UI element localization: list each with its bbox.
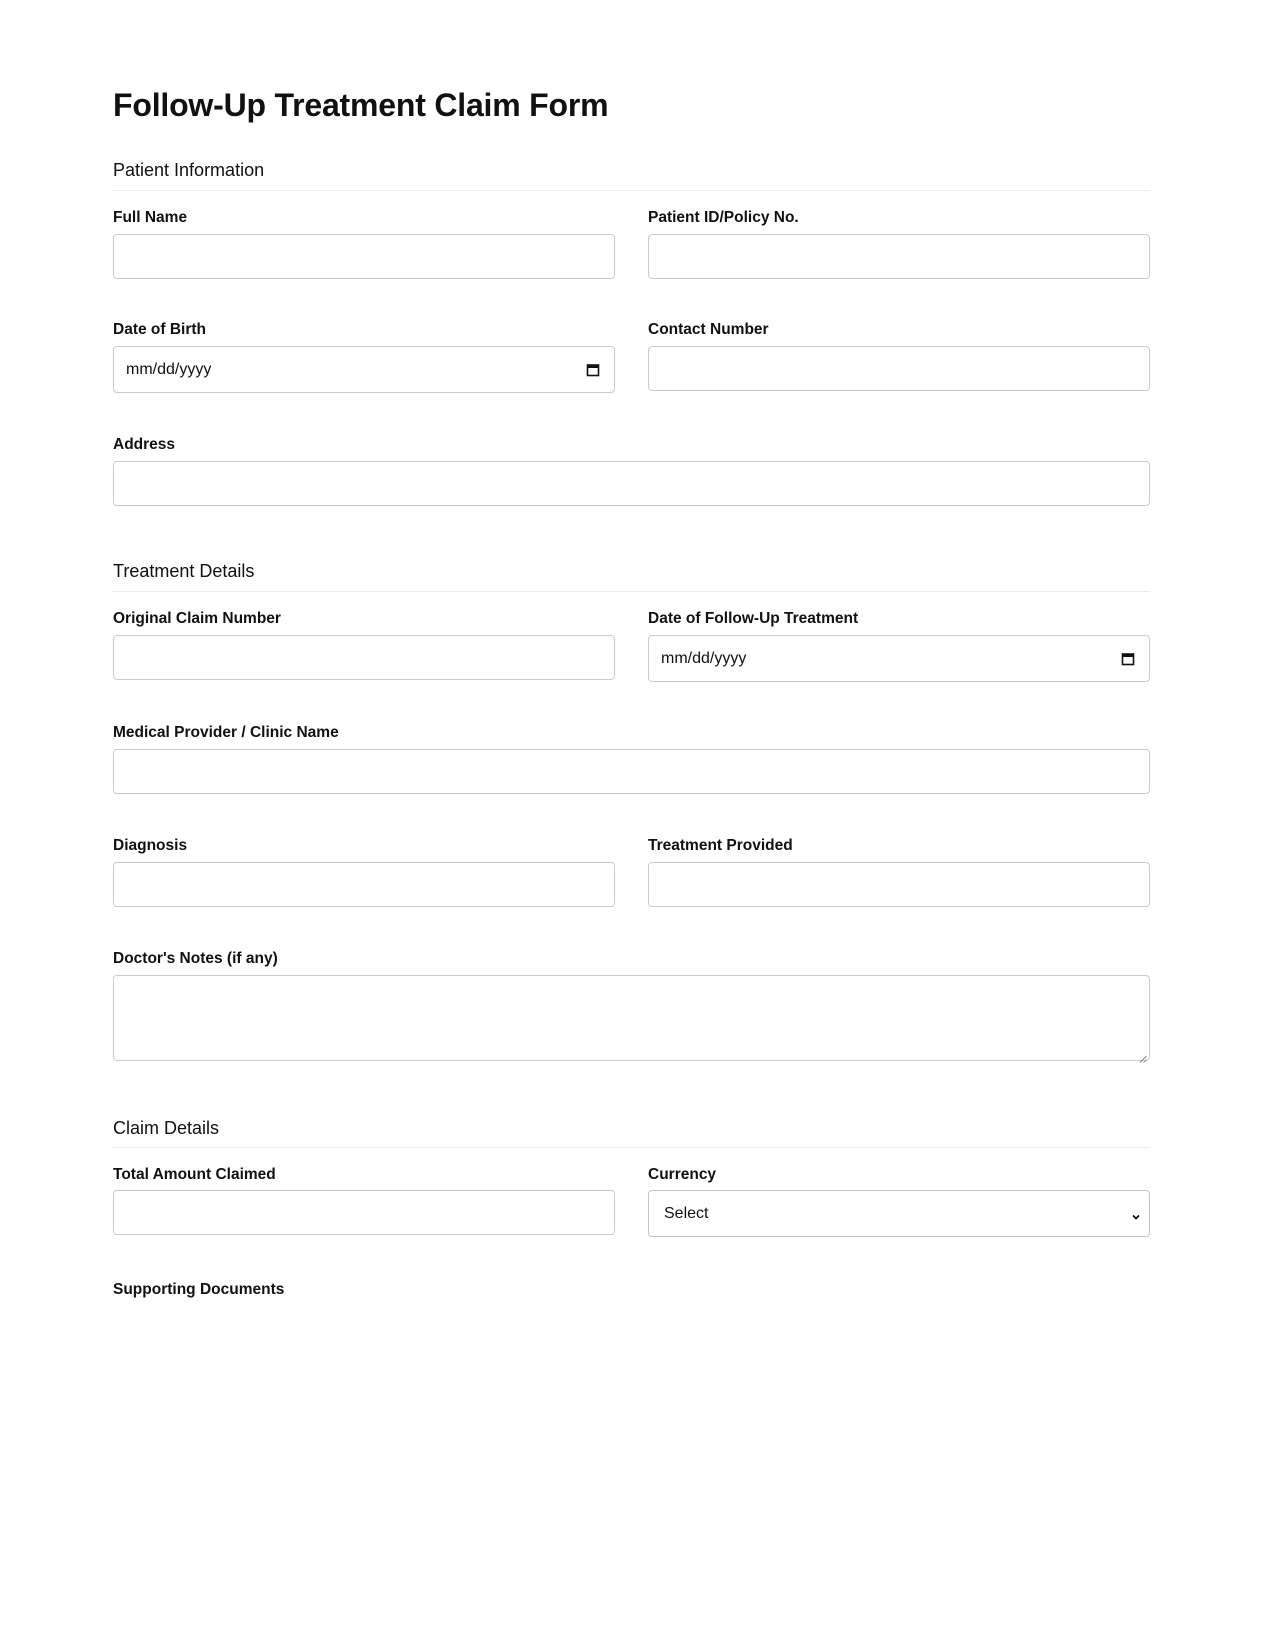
- supporting-documents-label: Supporting Documents: [113, 1281, 285, 1298]
- section-divider: [113, 190, 1150, 191]
- diagnosis-input[interactable]: [113, 862, 615, 907]
- section-heading-patient-information: Patient Information: [113, 160, 265, 180]
- section-heading-treatment-details: Treatment Details: [113, 561, 255, 581]
- follow-up-date-input[interactable]: [648, 635, 1150, 682]
- currency-selected-value: Select: [664, 1204, 709, 1222]
- address-input[interactable]: [113, 461, 1150, 506]
- date-of-birth-placeholder: mm/dd/yyyy: [126, 360, 212, 378]
- contact-number-label: Contact Number: [648, 321, 769, 338]
- date-of-birth-input[interactable]: [113, 346, 615, 393]
- medical-provider-input[interactable]: [113, 749, 1150, 794]
- resize-handle-icon[interactable]: [1139, 1050, 1147, 1058]
- doctors-notes-label: Doctor's Notes (if any): [113, 950, 278, 967]
- treatment-provided-input[interactable]: [648, 862, 1150, 907]
- currency-select[interactable]: [648, 1190, 1150, 1237]
- diagnosis-label: Diagnosis: [113, 837, 188, 854]
- treatment-provided-label: Treatment Provided: [648, 837, 793, 854]
- section-divider: [113, 1147, 1150, 1148]
- chevron-down-icon: [1131, 1209, 1141, 1219]
- calendar-icon[interactable]: [586, 363, 600, 377]
- full-name-label: Full Name: [113, 209, 188, 226]
- patient-id-label: Patient ID/Policy No.: [648, 209, 799, 226]
- patient-id-input[interactable]: [648, 234, 1150, 279]
- follow-up-date-placeholder: mm/dd/yyyy: [661, 649, 747, 667]
- total-amount-label: Total Amount Claimed: [113, 1166, 276, 1183]
- contact-number-input[interactable]: [648, 346, 1150, 391]
- full-name-input[interactable]: [113, 234, 615, 279]
- section-heading-claim-details: Claim Details: [113, 1118, 220, 1138]
- calendar-icon[interactable]: [1121, 652, 1135, 666]
- date-of-birth-label: Date of Birth: [113, 321, 206, 338]
- currency-label: Currency: [648, 1166, 717, 1183]
- doctors-notes-textarea[interactable]: [113, 975, 1150, 1061]
- original-claim-number-label: Original Claim Number: [113, 610, 281, 627]
- total-amount-input[interactable]: [113, 1190, 615, 1235]
- follow-up-date-label: Date of Follow-Up Treatment: [648, 610, 859, 627]
- medical-provider-label: Medical Provider / Clinic Name: [113, 724, 339, 741]
- address-label: Address: [113, 436, 176, 453]
- original-claim-number-input[interactable]: [113, 635, 615, 680]
- section-divider: [113, 591, 1150, 592]
- page-title: Follow-Up Treatment Claim Form: [113, 87, 609, 123]
